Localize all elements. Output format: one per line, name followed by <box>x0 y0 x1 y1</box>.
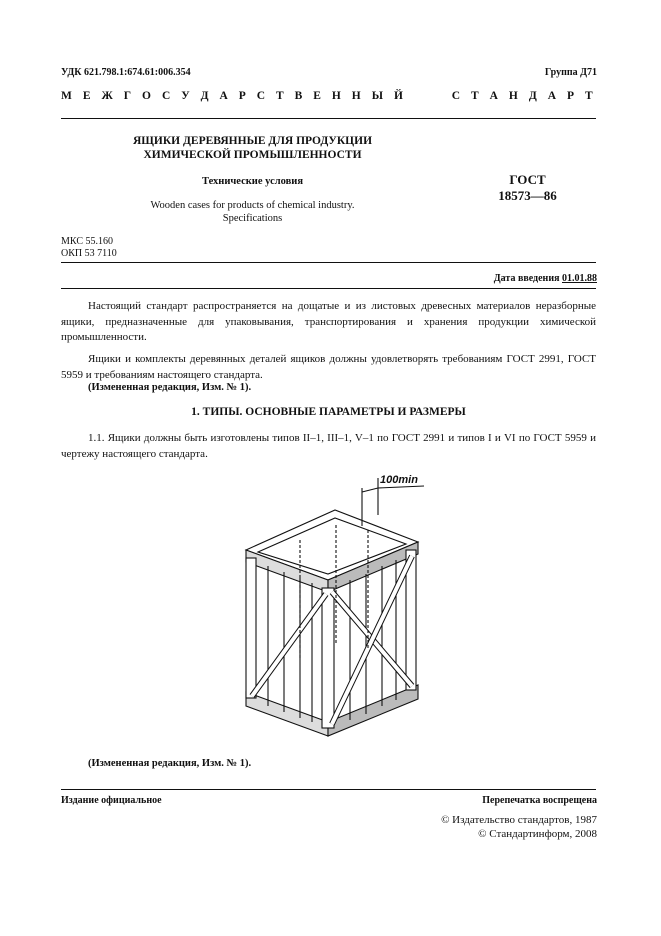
gost-designation <box>470 172 585 204</box>
heading-letter: Ж <box>101 90 113 102</box>
gost-label: ГОСТ <box>509 172 546 187</box>
heading-letter: Г <box>123 90 132 102</box>
title-line: ЯЩИКИ ДЕРЕВЯННЫЕ ДЛЯ ПРОДУКЦИИ <box>132 135 373 147</box>
copyright-block <box>441 814 597 841</box>
heading-letter: Е <box>313 90 321 102</box>
heading-letter: В <box>294 90 303 102</box>
gost-number: 18573—86 <box>498 188 557 203</box>
heading-letter: Д <box>200 90 209 102</box>
codes-rule <box>61 262 596 263</box>
heading-letter: Н <box>508 90 518 102</box>
dimension-arrow <box>362 488 378 492</box>
corner-post <box>246 558 256 698</box>
dimension-label: 100min <box>380 474 418 486</box>
crate-drawing <box>240 470 425 745</box>
dimension-leader <box>378 486 424 488</box>
header-rule <box>61 118 596 119</box>
heading-letter: Р <box>566 90 574 102</box>
copyright-line: © Стандартинформ, 2008 <box>478 827 597 840</box>
heading-letter: У <box>181 90 190 102</box>
classification-codes <box>61 236 117 260</box>
heading-letter: А <box>489 90 498 102</box>
date-value: 01.01.88 <box>562 273 597 284</box>
heading-letter: М <box>61 90 72 102</box>
heading-letter: С <box>256 90 266 102</box>
heading-letter: Т <box>584 90 593 102</box>
paragraph-requirements: Ящики и комплекты деревянных деталей ящиков должны удовлетворять требованиям ГОСТ 2991, ГОСТ 5959 и требованиям настоящего стандарта. <box>61 353 596 381</box>
amendment-note: (Измененная редакция, Изм. № 1). <box>88 758 252 769</box>
heading-letter: Н <box>331 90 341 102</box>
heading-letter: Т <box>276 90 284 102</box>
title-line: ХИМИЧЕСКОЙ ПРОМЫШЛЕННОСТИ <box>143 149 362 161</box>
section-heading: 1. ТИПЫ. ОСНОВНЫЕ ПАРАМЕТРЫ И РАЗМЕРЫ <box>191 406 466 418</box>
footer-rule <box>61 789 596 790</box>
interstate-standard-heading <box>61 90 593 102</box>
heading-letter: Р <box>238 90 246 102</box>
top-board-front <box>246 550 328 592</box>
heading-letter: Е <box>82 90 91 102</box>
date-label: Дата введения <box>493 273 560 284</box>
reprint-prohibited: Перепечатка воспрещена <box>482 795 597 806</box>
heading-letter: А <box>547 90 557 102</box>
paragraph-types: 1.1. Ящики должны быть изготовлены типов II–1, III–1, V–1 по ГОСТ 2991 и типов I и VI по ГОСТ 5959 и чертежу настоящего стандарта. <box>61 432 596 460</box>
group-code: Группа Д71 <box>544 67 597 78</box>
date-rule <box>61 288 596 289</box>
bottom-board-front <box>246 692 328 736</box>
document-title-en <box>110 199 395 225</box>
okp-code: ОКП 53 7110 <box>61 248 117 259</box>
heading-letter: Ы <box>371 90 383 102</box>
mks-code: МКС 55.160 <box>61 236 113 247</box>
document-subtitle: Технические условия <box>201 176 304 187</box>
amendment-note: (Измененная редакция, Изм. № 1). <box>88 382 252 393</box>
title-en-line: Wooden cases for products of chemical industry. <box>150 200 355 211</box>
heading-letter: Т <box>471 90 479 102</box>
paragraph-scope: Настоящий стандарт распространяется на дощатые и из листовых древесных материалов неразборные ящики, предназначенные для упаковывания, транспортирования и хранения продукции химической промышленности. <box>61 300 596 343</box>
heading-letter: А <box>219 90 228 102</box>
heading-letter: Д <box>528 90 537 102</box>
heading-letter: С <box>451 90 461 102</box>
corner-post <box>322 588 334 728</box>
introduction-date <box>494 273 597 284</box>
official-edition: Издание официальное <box>61 795 162 806</box>
document-title-ru <box>110 134 395 162</box>
heading-letter: Й <box>393 90 403 102</box>
heading-letter: Н <box>351 90 361 102</box>
copyright-line: © Издательство стандартов, 1987 <box>441 814 597 826</box>
udk-code: УДК 621.798.1:674.61:006.354 <box>61 67 191 78</box>
front-brace-fill <box>252 594 326 696</box>
title-en-line: Specifications <box>222 213 283 224</box>
heading-letter: О <box>142 90 151 102</box>
heading-letter: С <box>161 90 171 102</box>
